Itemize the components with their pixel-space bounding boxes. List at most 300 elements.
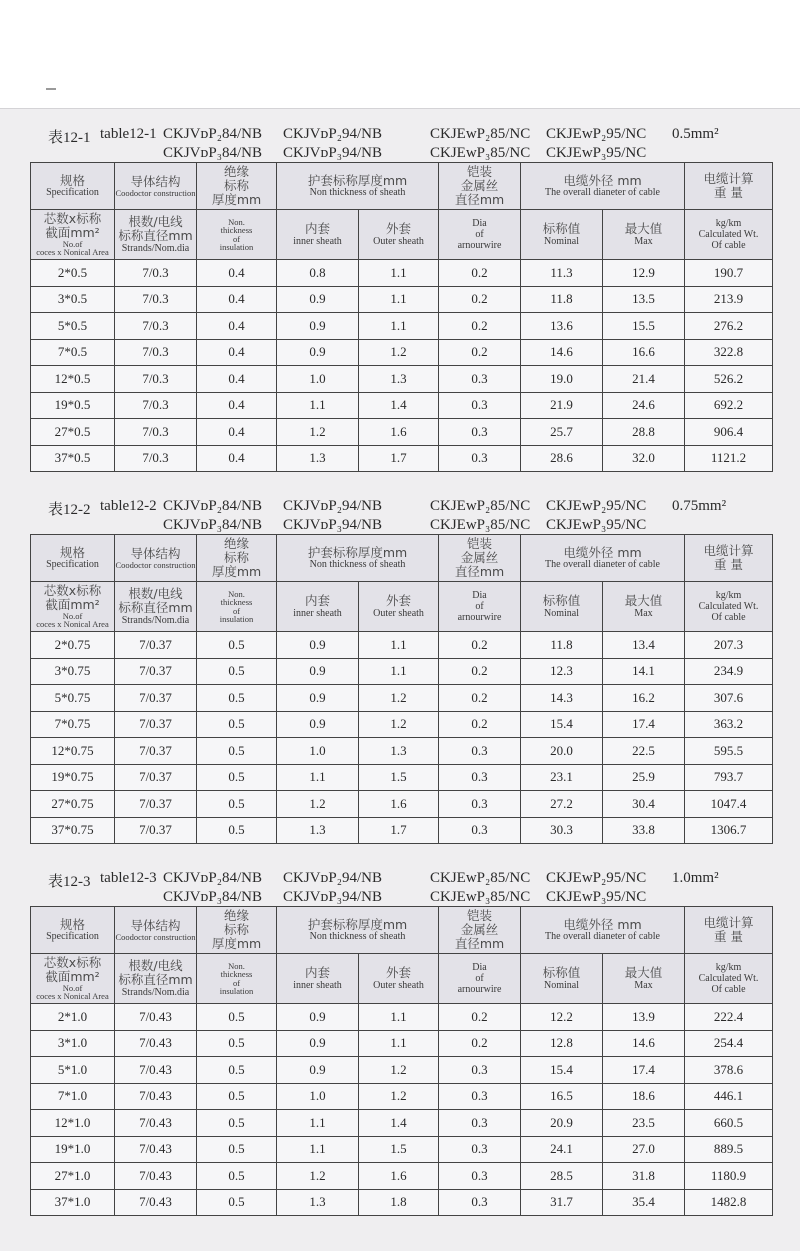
table-cell: 5*0.5 — [31, 313, 115, 340]
table-cell: 35.4 — [603, 1189, 685, 1216]
table-cell: 0.9 — [277, 286, 359, 313]
table-cell: 0.5 — [197, 1004, 277, 1031]
header-text: Specification — [46, 931, 99, 943]
table-cell: 1.1 — [277, 392, 359, 419]
table-cell: 5*0.75 — [31, 685, 115, 712]
table-cell: 1.3 — [277, 1189, 359, 1216]
table-row — [31, 738, 773, 765]
table-cell: 32.0 — [603, 445, 685, 472]
header-text: 金属丝 — [460, 178, 499, 194]
table-cell: 1.0 — [277, 366, 359, 393]
header-text: Non. — [228, 216, 245, 227]
table-row — [31, 339, 773, 366]
header-text: 铠装 — [467, 536, 493, 552]
header-text: 铠装 — [467, 908, 493, 924]
model-name: CKJVᴅP₂94/NB — [283, 126, 382, 142]
header-text: 根数/电线 — [128, 586, 183, 602]
table-cell: 2*0.75 — [31, 632, 115, 659]
table-cell: 21.9 — [521, 392, 603, 419]
table-cell: 17.4 — [603, 711, 685, 738]
table-cell: 1.1 — [359, 260, 439, 287]
header-cell — [685, 582, 773, 632]
header-cell — [359, 954, 439, 1004]
header-cell — [685, 210, 773, 260]
table-cell: 7/0.37 — [115, 632, 197, 659]
table-cell: 1180.9 — [685, 1163, 773, 1190]
table-cell: 0.2 — [439, 339, 521, 366]
table-cell: 7/0.37 — [115, 791, 197, 818]
header-text: Of cable — [711, 984, 746, 995]
header-text: 护套标称厚度mm — [307, 544, 408, 560]
header-text: insulation — [219, 242, 254, 252]
header-cell — [359, 210, 439, 260]
table-cell: 1.1 — [359, 658, 439, 685]
table-cell: 0.5 — [197, 658, 277, 685]
header-text: arnourwire — [457, 612, 502, 623]
header-text: 规格 — [59, 916, 85, 932]
header-text: Max — [634, 979, 653, 991]
table-cell: 0.4 — [197, 313, 277, 340]
header-text: 标称值 — [542, 221, 581, 237]
model-name: CKJEᴡP₂95/NC — [546, 126, 647, 142]
header-text: Of cable — [711, 240, 746, 251]
header-text: 根数/电线 — [128, 214, 183, 230]
header-cell — [31, 163, 115, 210]
table-cell: 1.1 — [277, 764, 359, 791]
header-text: thickness — [220, 597, 253, 607]
table-cell: 18.6 — [603, 1083, 685, 1110]
header-cell — [439, 535, 521, 582]
header-text: of — [232, 233, 241, 244]
header-text: Outer sheath — [373, 979, 424, 991]
model-name: CKJVᴅP₂84/NB — [163, 126, 262, 142]
table-cell: 1.1 — [277, 1136, 359, 1163]
table-cell: 0.3 — [439, 392, 521, 419]
header-text: inner sheath — [293, 979, 342, 991]
table-cell: 7/0.37 — [115, 711, 197, 738]
model-name: CKJEᴡP₃95/NC — [546, 889, 647, 905]
table-cell: 0.3 — [439, 1189, 521, 1216]
table-cell: 7/0.3 — [115, 260, 197, 287]
header-text: No.of — [62, 238, 83, 249]
table-cell: 1121.2 — [685, 445, 773, 472]
table-cell: 7/0.37 — [115, 817, 197, 844]
header-cell — [31, 535, 115, 582]
header-text: Strands/Nom.dia — [121, 242, 190, 254]
table-cell: 1.5 — [359, 764, 439, 791]
header-cell — [197, 535, 277, 582]
header-text: 绝缘 — [223, 908, 249, 924]
header-text: coces x Nonical Area — [36, 619, 109, 630]
header-row — [31, 907, 773, 954]
table-cell: 3*0.5 — [31, 286, 115, 313]
header-cell — [115, 163, 197, 210]
header-text: 导体结构 — [130, 173, 181, 189]
header-text: 电缆计算 — [703, 171, 754, 187]
table-label: 表12-3 — [48, 874, 91, 890]
table-cell: 1.6 — [359, 1163, 439, 1190]
header-cell — [31, 582, 115, 632]
table-cell: 23.1 — [521, 764, 603, 791]
model-name: CKJEᴡP₂95/NC — [546, 870, 647, 886]
header-cell — [277, 582, 359, 632]
header-text: 电缆计算 — [703, 543, 754, 559]
table-cell: 0.9 — [277, 1030, 359, 1057]
table-label: 表12-1 — [48, 130, 91, 146]
table-cell: 19.0 — [521, 366, 603, 393]
table-cell: 23.5 — [603, 1110, 685, 1137]
table-cell: 0.3 — [439, 1083, 521, 1110]
header-text: Specification — [46, 187, 99, 199]
header-row — [31, 582, 773, 632]
table-cell: 7/0.43 — [115, 1030, 197, 1057]
header-text: 外套 — [386, 593, 412, 609]
header-text: 外套 — [386, 221, 412, 237]
header-text: Max — [634, 607, 653, 619]
table-cell: 0.2 — [439, 313, 521, 340]
table-cell: 276.2 — [685, 313, 773, 340]
header-text: Calculated Wt. — [698, 973, 759, 984]
table-cell: 13.6 — [521, 313, 603, 340]
header-text: Non. — [228, 960, 245, 971]
cross-section-size: 1.0mm² — [672, 870, 719, 886]
table-cell: 692.2 — [685, 392, 773, 419]
header-text: inner sheath — [293, 235, 342, 247]
table-cell: 793.7 — [685, 764, 773, 791]
table-cell: 1.3 — [277, 445, 359, 472]
header-text: 外套 — [386, 965, 412, 981]
header-text: 标称直径mm — [118, 972, 193, 987]
model-name: CKJVᴅP₂84/NB — [163, 870, 262, 886]
header-text: insulation — [219, 986, 254, 996]
header-row — [31, 163, 773, 210]
header-text: arnourwire — [457, 240, 502, 251]
header-text: 绝缘 — [223, 536, 249, 552]
table-cell: 1.3 — [359, 738, 439, 765]
table-cell: 0.3 — [439, 1057, 521, 1084]
header-text: 导体结构 — [130, 545, 181, 561]
table-id: table12-2 — [100, 498, 157, 514]
table-cell: 0.3 — [439, 1110, 521, 1137]
spec-section-3 — [0, 862, 800, 1210]
scan-mark — [46, 88, 56, 90]
header-cell — [439, 163, 521, 210]
header-cell — [277, 163, 439, 210]
header-cell — [685, 907, 773, 954]
header-cell — [197, 907, 277, 954]
table-cell: 213.9 — [685, 286, 773, 313]
table-cell: 1.1 — [359, 632, 439, 659]
header-cell — [277, 210, 359, 260]
spec-table — [30, 906, 773, 1216]
table-cell: 14.1 — [603, 658, 685, 685]
spec-table — [30, 534, 773, 844]
header-cell — [197, 163, 277, 210]
header-cell — [115, 954, 197, 1004]
table-label: 表12-2 — [48, 502, 91, 518]
header-text: thickness — [220, 969, 253, 979]
table-cell: 0.4 — [197, 366, 277, 393]
table-cell: 12.2 — [521, 1004, 603, 1031]
table-cell: 0.3 — [439, 764, 521, 791]
table-cell: 1.8 — [359, 1189, 439, 1216]
header-cell — [685, 535, 773, 582]
table-cell: 16.5 — [521, 1083, 603, 1110]
table-cell: 1.7 — [359, 445, 439, 472]
model-name: CKJVᴅP₃94/NB — [283, 889, 382, 905]
model-name: CKJEᴡP₂85/NC — [430, 870, 531, 886]
header-text: arnourwire — [457, 984, 502, 995]
table-cell: 11.8 — [521, 632, 603, 659]
header-cell — [277, 954, 359, 1004]
table-row — [31, 685, 773, 712]
table-cell: 14.3 — [521, 685, 603, 712]
table-cell: 13.4 — [603, 632, 685, 659]
table-cell: 906.4 — [685, 419, 773, 446]
table-cell: 3*0.75 — [31, 658, 115, 685]
table-cell: 7*0.75 — [31, 711, 115, 738]
header-row — [31, 954, 773, 1004]
table-cell: 307.6 — [685, 685, 773, 712]
header-cell — [521, 954, 603, 1004]
table-cell: 37*0.5 — [31, 445, 115, 472]
header-text: 重 量 — [714, 929, 743, 944]
header-text: 厚度mm — [211, 191, 262, 207]
header-cell — [439, 582, 521, 632]
table-cell: 7/0.3 — [115, 286, 197, 313]
header-text: of — [475, 229, 484, 240]
header-text: 护套标称厚度mm — [307, 916, 408, 932]
table-row — [31, 1163, 773, 1190]
header-text: 金属丝 — [460, 550, 499, 566]
table-cell: 7/0.43 — [115, 1163, 197, 1190]
header-cell — [603, 582, 685, 632]
table-cell: 7/0.3 — [115, 339, 197, 366]
table-cell: 25.9 — [603, 764, 685, 791]
header-cell — [31, 210, 115, 260]
table-cell: 7/0.37 — [115, 658, 197, 685]
header-text: 电缆外径 mm — [563, 916, 642, 932]
table-cell: 15.4 — [521, 1057, 603, 1084]
table-cell: 446.1 — [685, 1083, 773, 1110]
table-cell: 322.8 — [685, 339, 773, 366]
table-cell: 595.5 — [685, 738, 773, 765]
table-cell: 254.4 — [685, 1030, 773, 1057]
table-cell: 1047.4 — [685, 791, 773, 818]
model-name: CKJVᴅP₃94/NB — [283, 517, 382, 533]
table-cell: 0.9 — [277, 711, 359, 738]
header-text: Non thickness of sheath — [309, 931, 406, 943]
table-cell: 190.7 — [685, 260, 773, 287]
table-cell: 1306.7 — [685, 817, 773, 844]
table-cell: 20.9 — [521, 1110, 603, 1137]
table-cell: 16.2 — [603, 685, 685, 712]
top-blank-area — [0, 0, 800, 108]
header-text: 规格 — [59, 544, 85, 560]
table-cell: 526.2 — [685, 366, 773, 393]
table-row — [31, 791, 773, 818]
table-cell: 12.3 — [521, 658, 603, 685]
table-cell: 0.8 — [277, 260, 359, 287]
header-text: Non thickness of sheath — [309, 187, 406, 199]
header-text: 芯数x标称 — [43, 211, 102, 227]
table-row — [31, 632, 773, 659]
table-cell: 0.5 — [197, 1189, 277, 1216]
table-cell: 1.0 — [277, 1083, 359, 1110]
table-title — [0, 490, 800, 534]
header-text: 金属丝 — [460, 922, 499, 938]
header-cell — [521, 582, 603, 632]
table-cell: 0.3 — [439, 738, 521, 765]
table-cell: 16.6 — [603, 339, 685, 366]
table-cell: 0.9 — [277, 339, 359, 366]
header-text: kg/km — [715, 590, 742, 601]
table-row — [31, 658, 773, 685]
table-row — [31, 366, 773, 393]
table-cell: 17.4 — [603, 1057, 685, 1084]
header-cell — [197, 954, 277, 1004]
header-text: 标称 — [223, 550, 249, 566]
table-cell: 0.2 — [439, 260, 521, 287]
table-cell: 1.2 — [359, 1083, 439, 1110]
table-row — [31, 1004, 773, 1031]
table-cell: 2*0.5 — [31, 260, 115, 287]
table-cell: 0.4 — [197, 286, 277, 313]
table-row — [31, 445, 773, 472]
table-cell: 0.5 — [197, 738, 277, 765]
header-text: kg/km — [715, 962, 742, 973]
table-cell: 1.4 — [359, 392, 439, 419]
table-cell: 1.1 — [359, 1004, 439, 1031]
header-cell — [603, 210, 685, 260]
table-cell: 0.5 — [197, 1030, 277, 1057]
table-cell: 5*1.0 — [31, 1057, 115, 1084]
table-cell: 27*0.75 — [31, 791, 115, 818]
header-text: 内套 — [304, 593, 330, 609]
table-cell: 30.4 — [603, 791, 685, 818]
table-cell: 27*0.5 — [31, 419, 115, 446]
table-row — [31, 1136, 773, 1163]
table-id: table12-1 — [100, 126, 157, 142]
table-cell: 1.2 — [277, 419, 359, 446]
table-row — [31, 286, 773, 313]
table-cell: 21.4 — [603, 366, 685, 393]
header-text: 最大值 — [624, 221, 663, 237]
table-cell: 0.2 — [439, 286, 521, 313]
table-cell: 1.3 — [277, 817, 359, 844]
table-row — [31, 1110, 773, 1137]
header-text: of — [475, 601, 484, 612]
table-cell: 0.2 — [439, 685, 521, 712]
spec-section-1 — [0, 118, 800, 466]
header-text: Outer sheath — [373, 607, 424, 619]
header-row — [31, 535, 773, 582]
table-cell: 7*1.0 — [31, 1083, 115, 1110]
table-cell: 0.5 — [197, 1110, 277, 1137]
table-cell: 1.6 — [359, 419, 439, 446]
header-text: 重 量 — [714, 557, 743, 572]
header-text: Specification — [46, 559, 99, 571]
table-cell: 31.7 — [521, 1189, 603, 1216]
table-cell: 37*0.75 — [31, 817, 115, 844]
header-text: Dia — [472, 218, 487, 229]
header-text: 电缆外径 mm — [563, 172, 642, 188]
header-row — [31, 210, 773, 260]
header-text: of — [232, 977, 241, 988]
table-cell: 1.2 — [277, 1163, 359, 1190]
table-cell: 19*0.75 — [31, 764, 115, 791]
header-text: Nominal — [544, 979, 580, 991]
table-cell: 0.5 — [197, 817, 277, 844]
model-name: CKJVᴅP₃84/NB — [163, 145, 262, 161]
table-cell: 28.6 — [521, 445, 603, 472]
header-text: 厚度mm — [211, 935, 262, 951]
table-cell: 0.3 — [439, 791, 521, 818]
header-text: Nominal — [544, 607, 580, 619]
table-cell: 13.5 — [603, 286, 685, 313]
table-cell: 7/0.43 — [115, 1083, 197, 1110]
header-text: 直径mm — [454, 935, 505, 951]
table-row — [31, 1057, 773, 1084]
table-cell: 1.2 — [359, 339, 439, 366]
table-cell: 25.7 — [521, 419, 603, 446]
table-cell: 7/0.3 — [115, 419, 197, 446]
header-text: 芯数x标称 — [43, 583, 102, 599]
table-cell: 0.5 — [197, 791, 277, 818]
header-cell — [115, 907, 197, 954]
table-row — [31, 1030, 773, 1057]
table-cell: 7/0.43 — [115, 1004, 197, 1031]
table-cell: 28.8 — [603, 419, 685, 446]
table-cell: 1.2 — [359, 1057, 439, 1084]
table-cell: 0.4 — [197, 419, 277, 446]
header-text: 芯数x标称 — [43, 955, 102, 971]
table-cell: 1.2 — [359, 711, 439, 738]
header-text: 直径mm — [454, 563, 505, 579]
header-text: coces x Nonical Area — [36, 991, 109, 1002]
header-text: 内套 — [304, 965, 330, 981]
table-cell: 7/0.43 — [115, 1057, 197, 1084]
table-cell: 7/0.3 — [115, 445, 197, 472]
table-cell: 0.4 — [197, 445, 277, 472]
header-cell — [685, 163, 773, 210]
table-id: table12-3 — [100, 870, 157, 886]
table-cell: 1.7 — [359, 817, 439, 844]
table-cell: 0.3 — [439, 445, 521, 472]
header-text: 标称 — [223, 178, 249, 194]
header-cell — [197, 582, 277, 632]
header-text: Nominal — [544, 235, 580, 247]
table-cell: 22.5 — [603, 738, 685, 765]
header-cell — [439, 210, 521, 260]
table-cell: 27*1.0 — [31, 1163, 115, 1190]
header-text: The overall dianeter of cable — [545, 931, 660, 943]
table-cell: 27.0 — [603, 1136, 685, 1163]
header-cell — [439, 954, 521, 1004]
table-cell: 1.1 — [359, 313, 439, 340]
table-row — [31, 817, 773, 844]
table-cell: 7/0.43 — [115, 1189, 197, 1216]
header-cell — [115, 210, 197, 260]
table-cell: 7/0.43 — [115, 1136, 197, 1163]
header-text: 截面mm² — [45, 597, 100, 612]
header-cell — [277, 535, 439, 582]
table-cell: 1.0 — [277, 738, 359, 765]
table-cell: 0.3 — [439, 1163, 521, 1190]
header-text: 电缆外径 mm — [563, 544, 642, 560]
table-cell: 12*0.5 — [31, 366, 115, 393]
header-text: 厚度mm — [211, 563, 262, 579]
